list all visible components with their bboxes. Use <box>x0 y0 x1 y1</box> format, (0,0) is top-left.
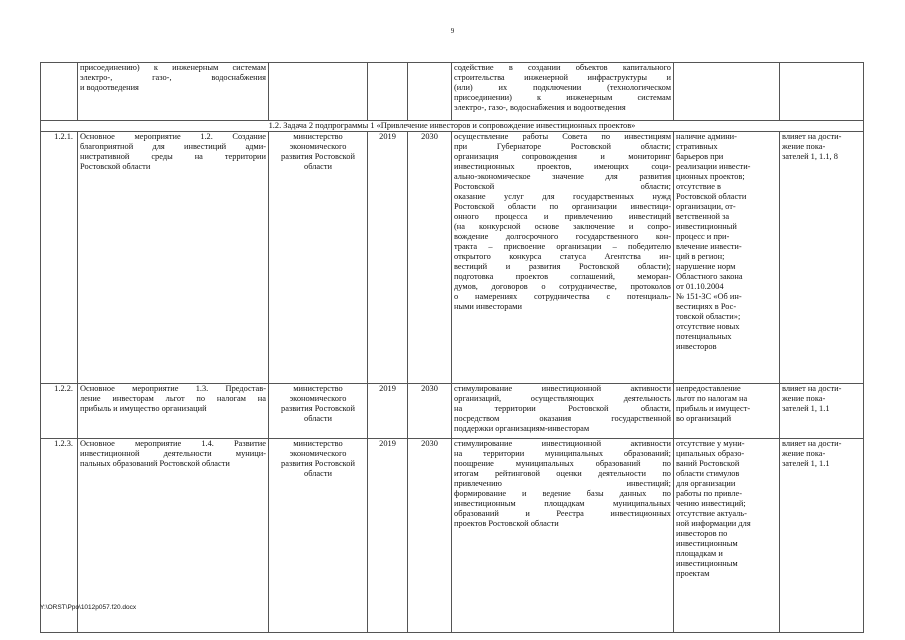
text-line: инвесторов по <box>676 529 728 538</box>
text-line: при Губернаторе Ростовской области; <box>454 142 671 151</box>
text-line: инвестиционным <box>676 559 738 568</box>
text-line: благоприятной для инвестиций адми- <box>80 142 266 151</box>
text-line: ными инвесторами <box>454 302 522 311</box>
indicator-link <box>780 132 864 384</box>
text-line: формирование и ведение базы данных по <box>454 489 671 498</box>
text-line: отсутствие у муни- <box>676 439 745 448</box>
text-line: жение пока- <box>782 394 826 403</box>
text-line: нистративной среды на территории <box>80 152 266 161</box>
text-line: отсутствие новых <box>676 322 740 331</box>
text-line: товской области»; <box>676 312 741 321</box>
footer-file-path: Y:\ORST\Ppo\1012p057.f20.docx <box>40 604 137 611</box>
text-line: на территории муниципальных образований; <box>454 449 671 458</box>
text-line: министерство <box>293 384 343 393</box>
text-line: и водоотведения <box>80 83 139 92</box>
text-line: министерство <box>293 439 343 448</box>
text-line: развития Ростовской <box>281 152 355 161</box>
text-line: непредоставление <box>676 384 741 393</box>
start-year: 2019 <box>368 439 408 633</box>
text-line: чению инвестиций; <box>676 499 746 508</box>
text-line: работы по привле- <box>676 489 743 498</box>
text-line: подготовка проектов соглашений, меморан- <box>454 272 671 281</box>
text-line: реализации инвести- <box>676 162 751 171</box>
activities-table <box>40 62 864 633</box>
text-line: области <box>304 469 332 478</box>
continuation-description-cell <box>78 63 269 121</box>
text-line: отсутствие в <box>676 182 721 191</box>
task-heading-row <box>41 121 864 132</box>
text-line: наличие админи- <box>676 132 737 141</box>
text-line: во организаций <box>676 414 732 423</box>
text-line: ваний Ростовской <box>676 459 740 468</box>
text-line: зателей 1, 1.1, 8 <box>782 152 838 161</box>
text-line: отсутствие актуаль- <box>676 509 747 518</box>
text-line: потенциальных <box>676 332 732 341</box>
text-line: Ростовской области; <box>454 182 671 191</box>
text-line: барьеров при <box>676 152 724 161</box>
text-line: развития Ростовской <box>281 404 355 413</box>
non-implementation-consequences <box>674 384 780 439</box>
text-line: инвестиционный <box>676 222 737 231</box>
text-line: ционных проектов; <box>676 172 745 181</box>
text-line: онного процесса и привлечению инвестиций <box>454 212 671 221</box>
text-line: вестиций и развития Ростовской области); <box>454 262 671 271</box>
executor <box>269 132 368 384</box>
text-line: проектов Ростовской области <box>454 519 559 528</box>
text-line: осуществление работы Совета по инвестициям <box>454 132 671 141</box>
activity-row <box>41 132 864 384</box>
text-line: влияет на дости- <box>782 439 842 448</box>
text-line: Ростовской области <box>80 162 151 171</box>
expected-result <box>452 384 674 439</box>
executor <box>269 439 368 633</box>
row-number: 1.2.3. <box>41 439 78 633</box>
continuation-number-cell <box>41 63 78 121</box>
text-line: № 151-ЗС «Об ин- <box>676 292 742 301</box>
task-heading: 1.2. Задача 2 подпрограммы 1 «Привлечение инвесторов и сопровождение инвестиционных проектов» <box>41 121 864 132</box>
non-implementation-consequences <box>674 439 780 633</box>
text-line: для организации <box>676 479 736 488</box>
text-line: тракта – присвоение организации – победителю <box>454 242 671 251</box>
end-year: 2030 <box>408 132 452 384</box>
text-line: Основное мероприятие 1.4. Развитие <box>80 439 266 448</box>
text-line: инвестиционной деятельности муници- <box>80 449 266 458</box>
page-number: 9 <box>450 27 455 35</box>
start-year: 2019 <box>368 384 408 439</box>
text-line: пальных образований Ростовской области <box>80 459 230 468</box>
text-line: вестициях в Рос- <box>676 302 737 311</box>
text-line: поощрение муниципальных образований по <box>454 459 671 468</box>
expected-result <box>452 439 674 633</box>
activity-row <box>41 384 864 439</box>
text-line: влияет на дости- <box>782 384 842 393</box>
text-line: организация сопровождения и мониторинг <box>454 152 671 161</box>
text-line: стимулирование инвестиционной активности <box>454 384 671 393</box>
text-line: присоединению) к инженерным системам <box>80 63 266 72</box>
text-line: посредством оказания государственной <box>454 414 671 423</box>
text-line: организаций, осуществляющих деятельность <box>454 394 671 403</box>
continuation-end-cell <box>408 63 452 121</box>
text-line: экономического <box>289 394 347 403</box>
text-line: итогам рейтинговой оценки деятельности по <box>454 469 671 478</box>
continuation-result-cell <box>452 63 674 121</box>
text-line: Областного закона <box>676 272 743 281</box>
text-line: Ростовской области по организации инвестици- <box>454 202 671 211</box>
activity-description <box>78 384 269 439</box>
executor <box>269 384 368 439</box>
continuation-link-cell <box>780 63 864 121</box>
text-line: нарушение норм <box>676 262 736 271</box>
end-year: 2030 <box>408 384 452 439</box>
text-line: зателей 1, 1.1 <box>782 459 830 468</box>
text-line: оказание услуг для государственных нужд <box>454 192 671 201</box>
text-line: жение пока- <box>782 142 826 151</box>
text-line: площадкам и <box>676 549 723 558</box>
text-line: стративных <box>676 142 718 151</box>
continuation-consequences-cell <box>674 63 780 121</box>
text-line: процесс и при- <box>676 232 730 241</box>
text-line: открытого конкурса статуса Агентства ин- <box>454 252 671 261</box>
text-line: содействие в создании объектов капитального <box>454 63 671 72</box>
text-line: ной информации для <box>676 519 751 528</box>
text-line: ление инвесторам льгот по налогам на <box>80 394 266 403</box>
text-line: строительства инженерной инфраструктуры и <box>454 73 671 82</box>
indicator-link <box>780 384 864 439</box>
text-line: области стимулов <box>676 469 740 478</box>
text-line: ветственной за <box>676 212 730 221</box>
indicator-link <box>780 439 864 633</box>
text-line: министерство <box>293 132 343 141</box>
text-line: электро-, газо-, водоснабжения и водоотведения <box>454 103 626 112</box>
continuation-row <box>41 63 864 121</box>
text-line: инвестиционным площадкам муниципальных <box>454 499 671 508</box>
text-line: Основное мероприятие 1.3. Предостав- <box>80 384 266 393</box>
text-line: экономического <box>289 449 347 458</box>
text-line: прибыль и имущество организаций <box>80 404 207 413</box>
text-line: на территории Ростовской области, <box>454 404 671 413</box>
non-implementation-consequences <box>674 132 780 384</box>
row-number: 1.2.1. <box>41 132 78 384</box>
text-line: ципальных образо- <box>676 449 745 458</box>
text-line: о намерениях сотрудничества с потенциаль- <box>454 292 671 301</box>
text-line: привлечению инвестиций; <box>454 479 671 488</box>
text-line: электро-, газо-, водоснабжения <box>80 73 266 82</box>
text-line: проектам <box>676 569 710 578</box>
start-year: 2019 <box>368 132 408 384</box>
text-line: области <box>304 162 332 171</box>
text-line: зателей 1, 1.1 <box>782 404 830 413</box>
text-line: Основное мероприятие 1.2. Создание <box>80 132 266 141</box>
text-line: поддержки организациям-инвесторам <box>454 424 590 433</box>
text-line: ально-экономическое значение для развития <box>454 172 671 181</box>
text-line: области <box>304 414 332 423</box>
row-number: 1.2.2. <box>41 384 78 439</box>
text-line: Ростовской области <box>676 192 747 201</box>
text-line: прибыль и имущест- <box>676 404 751 413</box>
text-line: инвестиционным <box>676 539 738 548</box>
text-line: организации, от- <box>676 202 736 211</box>
activity-description <box>78 132 269 384</box>
text-line: развития Ростовской <box>281 459 355 468</box>
text-line: жение пока- <box>782 449 826 458</box>
text-line: влечение инвести- <box>676 242 742 251</box>
end-year: 2030 <box>408 439 452 633</box>
text-line: образований и Реестра инвестиционных <box>454 509 671 518</box>
text-line: стимулирование инвестиционной активности <box>454 439 671 448</box>
text-line: инвестиционных проектов, имеющих соци- <box>454 162 671 171</box>
text-line: инвесторов <box>676 342 717 351</box>
activity-row <box>41 439 864 633</box>
text-line: думов, договоров о сотрудничестве, протоколов <box>454 282 671 291</box>
expected-result <box>452 132 674 384</box>
continuation-executor-cell <box>269 63 368 121</box>
text-line: ций в регион; <box>676 252 725 261</box>
continuation-start-cell <box>368 63 408 121</box>
text-line: от 01.10.2004 <box>676 282 724 291</box>
text-line: вождение долгосрочного государственного кон- <box>454 232 671 241</box>
text-line: (на конкурсной основе заключение и сопро- <box>454 222 671 231</box>
text-line: экономического <box>289 142 347 151</box>
text-line: влияет на дости- <box>782 132 842 141</box>
text-line: льгот по налогам на <box>676 394 748 403</box>
text-line: присоединении) к инженерным системам <box>454 93 671 102</box>
text-line: (или) их подключении (технологическом <box>454 83 671 92</box>
